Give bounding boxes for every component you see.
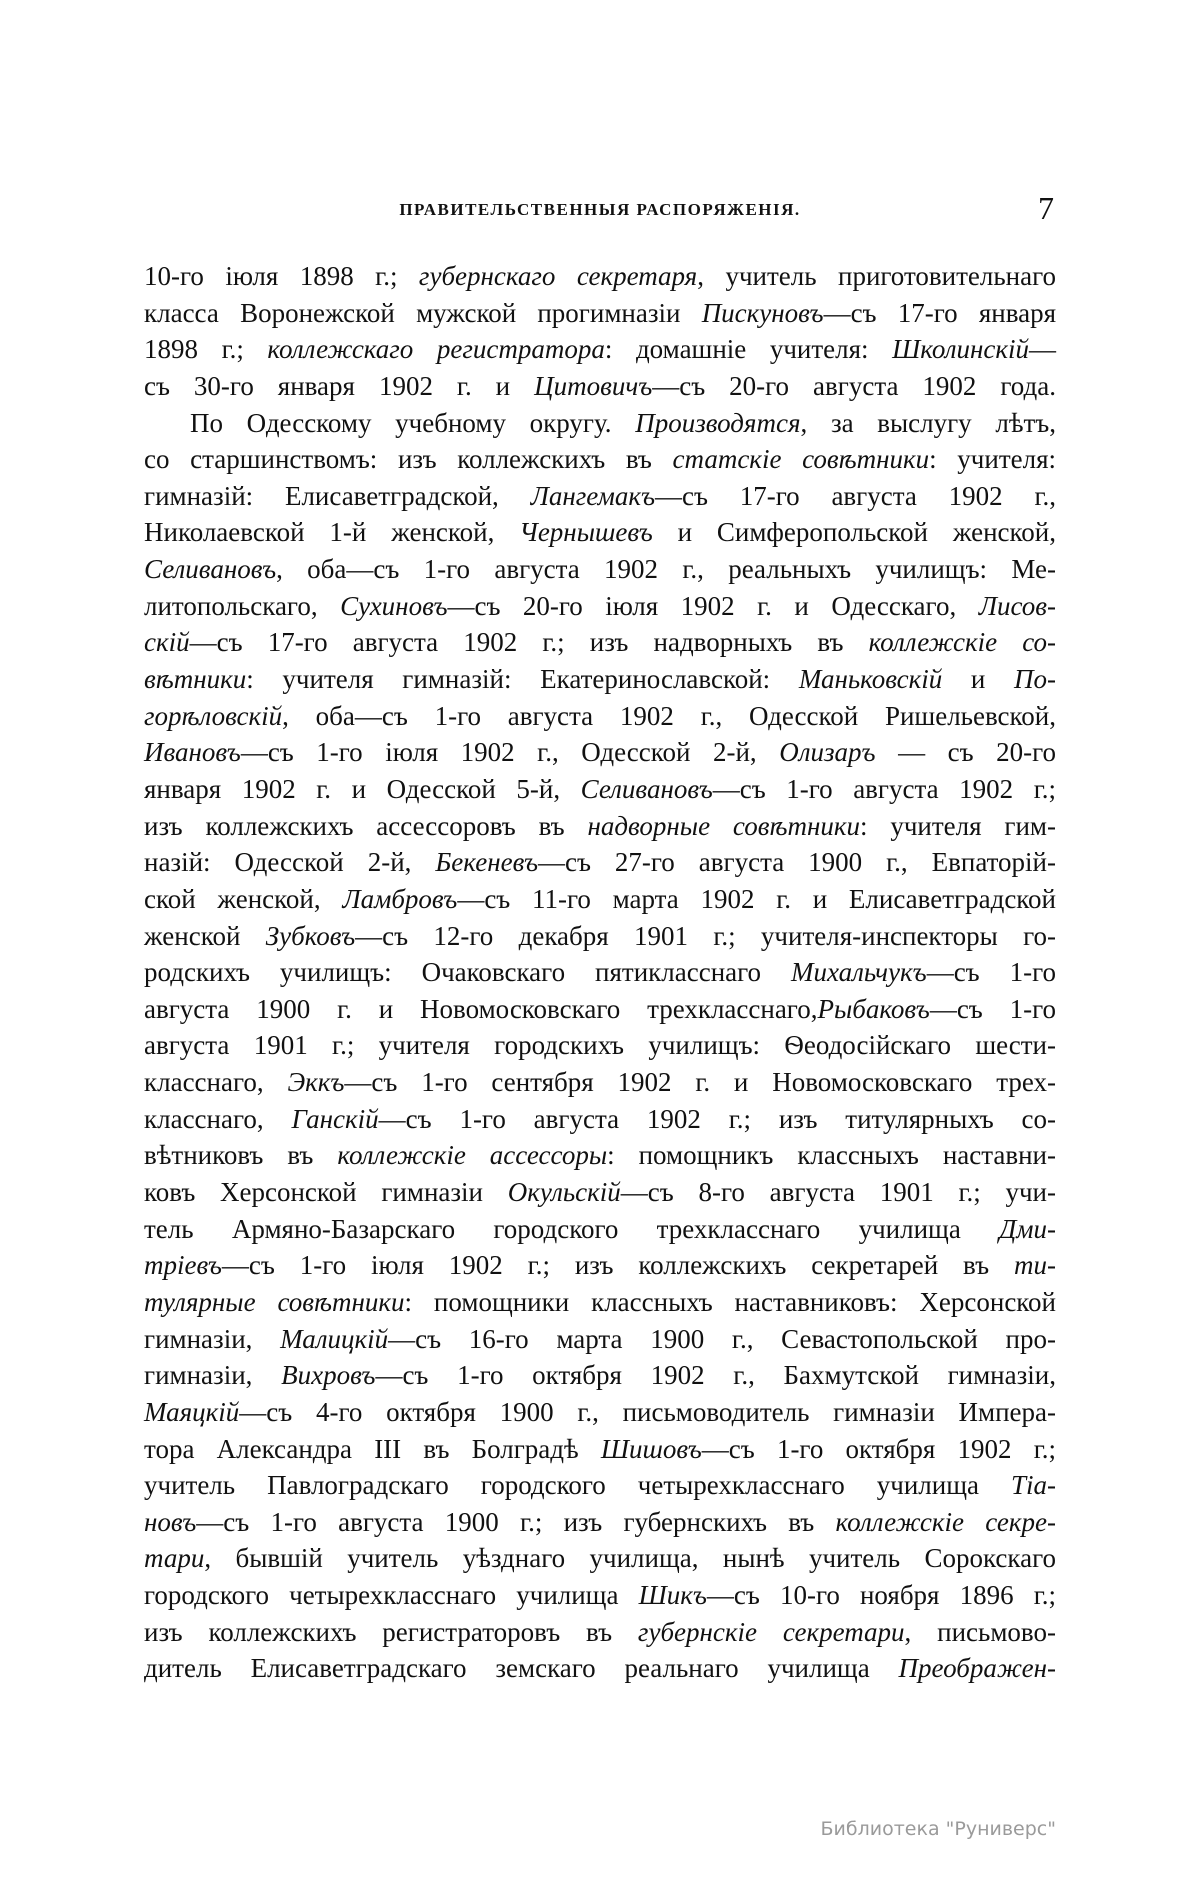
text-segment: —съ 27-го августа 1900 г., Евпаторій- <box>537 847 1056 878</box>
text-segment: родскихъ училищъ: Очаковскаго пятикласснаго <box>144 957 792 988</box>
text-line <box>144 954 1056 991</box>
italic-text: Эккъ <box>287 1067 345 1098</box>
text-line <box>144 1650 1056 1687</box>
italic-text: Чернышевъ <box>519 517 653 548</box>
italic-text: ти- <box>1014 1250 1056 1281</box>
text-line <box>144 1247 1056 1284</box>
text-segment: —съ 16-го марта 1900 г., Севастопольской про- <box>388 1323 1056 1354</box>
text-segment: августа 1901 г.; учителя городскихъ училищъ: Ѳеодосійскаго шести- <box>144 1030 1056 1061</box>
text-segment: ковъ Херсонской гимназіи <box>144 1177 508 1208</box>
text-segment: —съ 1-го <box>929 993 1056 1024</box>
text-segment: —съ 17-го августа 1902 г., <box>655 480 1056 511</box>
italic-text: Селивановъ <box>144 554 277 585</box>
text-segment: 10-го іюля 1898 г.; <box>144 261 419 291</box>
text-line <box>144 1064 1056 1101</box>
text-line <box>144 1137 1056 1174</box>
text-segment: —съ 4-го октября 1900 г., письмоводитель гимназіи Импера- <box>239 1396 1056 1427</box>
text-segment: —съ 12-го декабря 1901 г.; учителя-инспекторы го- <box>355 920 1056 951</box>
italic-text: Бекеневъ <box>435 847 538 878</box>
text-segment: —съ 1-го августа 1902 г.; <box>712 773 1056 804</box>
text-segment: , оба—съ 1-го августа 1902 г., реальныхъ училищъ: Ме- <box>276 554 1056 585</box>
text-segment: , учитель приготовительнаго <box>697 261 1056 291</box>
page-number: 7 <box>1038 190 1054 226</box>
italic-text: тріевъ <box>144 1250 222 1281</box>
italic-text: надворные совѣтники <box>587 810 860 841</box>
text-segment: —съ 20-го августа 1902 года. <box>652 370 1056 401</box>
text-segment: учитель Павлоградскаго городского четырехкласснаго училища <box>144 1470 1011 1501</box>
text-line <box>144 551 1056 588</box>
text-line <box>144 1027 1056 1064</box>
text-segment: 1898 г.; <box>144 334 268 365</box>
italic-text: тулярные совѣтники <box>144 1286 405 1317</box>
italic-text: Рыбаковъ <box>817 993 930 1024</box>
text-line <box>144 991 1056 1028</box>
text-line <box>144 624 1056 661</box>
text-line <box>144 405 1056 442</box>
text-line <box>144 295 1056 332</box>
italic-text: коллежскаго регистратора <box>267 334 605 365</box>
text-segment: , бывшій учитель уѣзднаго училища, нынѣ учитель Сорокскаго <box>204 1543 1056 1574</box>
italic-text: Маньковскій <box>798 664 943 695</box>
text-segment: : помощникъ классныхъ наставни- <box>607 1140 1057 1171</box>
text-segment: вѣтниковъ въ <box>144 1140 338 1171</box>
italic-text: Преображен- <box>898 1653 1056 1684</box>
text-segment: августа 1900 г. и Новомосковскаго трехкласснаго, <box>144 993 818 1024</box>
italic-text: Тіа- <box>1010 1470 1056 1501</box>
text-segment: — съ 20-го <box>875 737 1056 768</box>
italic-text: Ламбровъ <box>342 883 458 914</box>
text-line <box>144 1540 1056 1577</box>
text-segment: : помощники классныхъ наставниковъ: Херсонской <box>404 1286 1056 1317</box>
text-segment: —съ 1-го августа 1900 г.; изъ губернскихъ въ <box>196 1506 836 1537</box>
italic-text: коллежскіе со- <box>868 627 1056 658</box>
italic-text: губернскаго секретаря <box>418 261 698 291</box>
italic-text: новъ <box>144 1506 197 1537</box>
text-line <box>144 1284 1056 1321</box>
text-segment: —съ 1-го октября 1902 г., Бахмутской гимназіи, <box>375 1360 1056 1391</box>
text-segment: —съ 1-го іюля 1902 г.; изъ коллежскихъ секретарей въ <box>221 1250 1014 1281</box>
italic-text: Малицкій <box>280 1323 389 1354</box>
italic-text: Маяцкій <box>144 1396 240 1427</box>
text-line <box>144 698 1056 735</box>
text-segment: тель Армяно-Базарскаго городского трехкласснаго училища <box>144 1213 1000 1244</box>
text-segment: —съ 1-го сентября 1902 г. и Новомосковскаго трех- <box>344 1067 1056 1098</box>
text-segment: литопольскаго, <box>144 590 341 621</box>
italic-text: коллежскіе ассессоры <box>337 1140 608 1171</box>
italic-text: Зубковъ <box>265 920 356 951</box>
text-line <box>144 258 1056 295</box>
library-watermark: Библиотека "Руниверс" <box>820 1818 1056 1840</box>
text-line <box>144 514 1056 551</box>
text-segment: гимназіи, <box>144 1360 282 1391</box>
italic-text: Вихровъ <box>281 1360 376 1391</box>
text-segment: городского четырехкласснаго училища <box>144 1580 639 1611</box>
text-line <box>144 844 1056 881</box>
italic-text: Лисов- <box>978 590 1056 621</box>
italic-text: Окульскій <box>507 1177 621 1208</box>
italic-text: Цитовичъ <box>534 370 653 401</box>
page-body-text <box>144 258 1056 1687</box>
text-segment: По Одесскому учебному округу. <box>190 407 636 438</box>
text-segment: —съ 17-го августа 1902 г.; изъ надворныхъ въ <box>189 627 869 658</box>
text-line <box>144 661 1056 698</box>
italic-text: Ганскій <box>291 1103 379 1134</box>
text-line <box>144 1504 1056 1541</box>
italic-text: губернскіе секретари <box>637 1616 905 1647</box>
italic-text: Производятся <box>635 407 801 438</box>
italic-text: Дми- <box>999 1213 1056 1244</box>
text-line <box>144 1357 1056 1394</box>
text-line <box>144 808 1056 845</box>
text-line <box>144 1577 1056 1614</box>
text-segment: и <box>942 664 1014 695</box>
italic-text: горѣловскій <box>144 700 283 731</box>
text-segment: и Симферопольской женской, <box>652 517 1056 548</box>
italic-text: По- <box>1014 664 1056 695</box>
text-line <box>144 368 1056 405</box>
text-segment: ской женской, <box>144 883 343 914</box>
text-segment: класса Воронежской мужской прогимназіи <box>144 297 702 328</box>
text-segment: —съ 20-го іюля 1902 г. и Одесскаго, <box>447 590 979 621</box>
text-line <box>144 1394 1056 1431</box>
text-line <box>144 918 1056 955</box>
text-segment: изъ коллежскихъ регистраторовъ въ <box>144 1616 638 1647</box>
text-segment: , за выслугу лѣтъ, <box>800 407 1056 438</box>
text-segment: : учителя гим- <box>859 810 1056 841</box>
text-line <box>144 478 1056 515</box>
text-line <box>144 1614 1056 1651</box>
text-segment: класснаго, <box>144 1067 288 1098</box>
text-segment: тора Александра III въ Болградѣ <box>144 1433 601 1464</box>
text-segment: —съ 1-го іюля 1902 г., Одесской 2-й, <box>240 737 780 768</box>
text-segment: гимназіи, <box>144 1323 281 1354</box>
text-segment: —съ 11-го марта 1902 г. и Елисаветградской <box>457 883 1056 914</box>
italic-text: Селивановъ <box>580 773 713 804</box>
italic-text: Сухиновъ <box>340 590 448 621</box>
text-segment: , оба—съ 1-го августа 1902 г., Одесской Ришельевской, <box>282 700 1056 731</box>
text-segment: Николаевской 1-й женской, <box>144 517 520 548</box>
text-segment: —съ 8-го августа 1901 г.; учи- <box>620 1177 1056 1208</box>
text-line <box>144 734 1056 771</box>
italic-text: коллежскіе секре- <box>835 1506 1056 1537</box>
text-line <box>144 441 1056 478</box>
text-segment: назій: Одесской 2-й, <box>144 847 436 878</box>
text-segment: —съ 17-го января <box>823 297 1056 328</box>
text-segment: изъ коллежскихъ ассессоровъ въ <box>144 810 588 841</box>
text-line <box>144 771 1056 808</box>
italic-text: скій <box>144 627 190 658</box>
italic-text: Олизаръ <box>779 737 876 768</box>
text-segment: января 1902 г. и Одесской 5-й, <box>144 773 581 804</box>
text-segment: : учителя: <box>929 444 1056 475</box>
text-line <box>144 1174 1056 1211</box>
text-segment: гимназій: Елисаветградской, <box>144 480 531 511</box>
text-line <box>144 1211 1056 1248</box>
text-line <box>144 1467 1056 1504</box>
text-segment: класснаго, <box>144 1103 292 1134</box>
text-line <box>144 1321 1056 1358</box>
text-segment: : домашніе учителя: <box>604 334 893 365</box>
text-segment: съ 30-го января 1902 г. и <box>144 370 535 401</box>
italic-text: Школинскій <box>892 334 1030 365</box>
italic-text: Михальчукъ <box>791 957 927 988</box>
text-line <box>144 588 1056 625</box>
running-title: ПРАВИТЕЛЬСТВЕННЫЯ РАСПОРЯЖЕНІЯ. <box>399 200 801 219</box>
italic-text: статскіе совѣтники <box>672 444 930 475</box>
italic-text: тари <box>144 1543 205 1574</box>
text-segment: —съ 1-го <box>926 957 1056 988</box>
text-line <box>144 331 1056 368</box>
italic-text: Ивановъ <box>144 737 241 768</box>
text-segment: — <box>1029 334 1057 365</box>
text-segment: —съ 1-го августа 1902 г.; изъ титулярныхъ со- <box>378 1103 1056 1134</box>
running-header <box>144 190 1056 226</box>
italic-text: Лангемакъ <box>530 480 655 511</box>
text-line <box>144 881 1056 918</box>
text-segment: —съ 10-го ноября 1896 г.; <box>706 1580 1056 1611</box>
italic-text: вѣтники <box>144 664 247 695</box>
text-segment: —съ 1-го октября 1902 г.; <box>701 1433 1056 1464</box>
text-segment: , письмово- <box>904 1616 1056 1647</box>
text-segment: со старшинствомъ: изъ коллежскихъ въ <box>144 444 673 475</box>
text-segment: женской <box>144 920 266 951</box>
text-segment: дитель Елисаветградскаго земскаго реальнаго училища <box>144 1653 899 1684</box>
text-segment: : учителя гимназій: Екатеринославской: <box>246 664 799 695</box>
italic-text: Шикъ <box>638 1580 707 1611</box>
text-line <box>144 1431 1056 1468</box>
italic-text: Пискуновъ <box>701 297 824 328</box>
text-line <box>144 1101 1056 1138</box>
italic-text: Шишовъ <box>600 1433 702 1464</box>
